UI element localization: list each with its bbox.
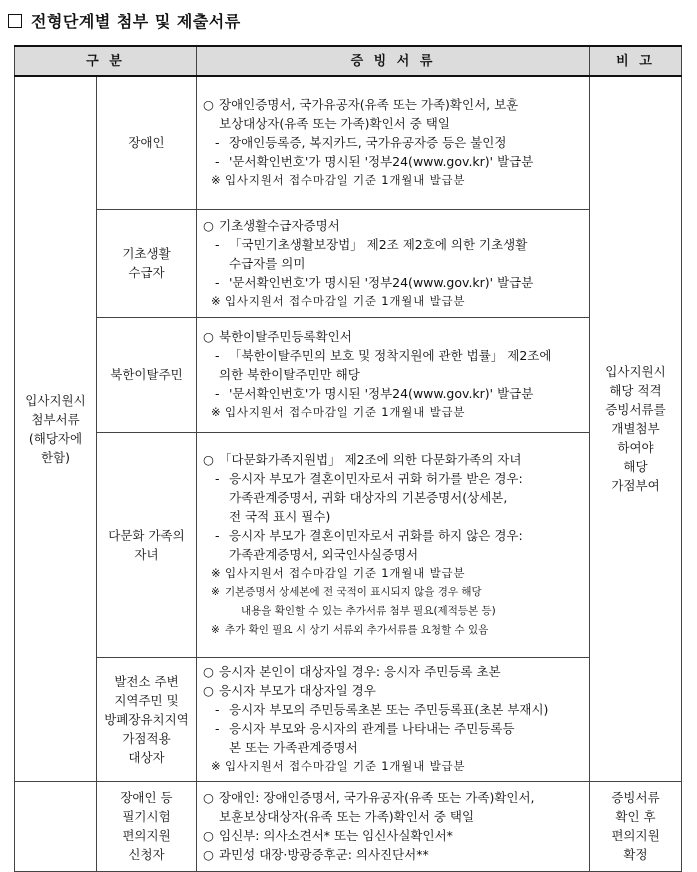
doc-line [203,216,583,235]
documents-cell [197,781,590,871]
doc-text: '문서확인번호'가 명시된 '정부24(www.gov.kr)' 발급분 [229,154,534,170]
note-cell [590,76,682,781]
doc-line [203,807,583,826]
doc-text: 응시자 부모가 결혼이민자로서 귀화 허가를 받은 경우: [229,470,523,486]
subcategory-text: 수급자 [128,265,165,280]
subcategory-cell [97,209,197,317]
bullet-marker: - [215,274,220,290]
table-row [15,317,682,432]
category-cell [15,781,97,871]
doc-text: 보상대상자(유족 또는 가족)확인서 중 택일 [219,116,450,132]
bullet-marker: - [215,721,220,736]
doc-line [203,545,583,564]
doc-text: 「국민기초생활보장법」 제2조 제2호에 의한 기초생활 [229,236,528,252]
subcategory-cell [97,657,197,781]
doc-text: 입사지원서 접수마감일 기준 1개월내 발급분 [225,405,466,419]
subcategory-text: 자녀 [134,546,159,562]
note-text: 개별첨부 [611,421,660,437]
bullet-marker: ○ [203,683,214,698]
category-text: 입사지원시 [25,392,86,408]
subcategory-text: 기초생활 [122,246,171,261]
doc-line [203,171,583,190]
subcategory-text: 다문화 가족의 [108,527,185,543]
documents-cell [197,317,590,432]
subcategory-cell [97,432,197,657]
table-row [15,76,682,209]
doc-text: 추가 확인 필요 시 상기 서류외 추가서류를 요청할 수 있음 [225,623,489,636]
note-text: 가점부여 [611,478,660,494]
subcategory-text: 대상자 [128,749,165,765]
bullet-marker: ※ [211,565,222,580]
bullet-marker: - [215,135,220,151]
table-row [15,657,682,781]
doc-line [203,700,583,719]
bullet-marker: ※ [211,405,222,419]
doc-text: 「북한이탈주민의 보호 및 정착지원에 관한 법률」 제2조에 [229,348,552,363]
note-text: 확정 [623,847,648,862]
note-text: 확인 후 [615,809,656,824]
category-text: 한함) [40,449,71,465]
doc-text: 장애인: 장애인증명서, 국가유공자(유족 또는 가족)확인서, [219,790,535,805]
documents-cell [197,76,590,209]
subcategory-cell [97,317,197,432]
doc-text: 입사지원서 접수마감일 기준 1개월내 발급분 [225,759,466,773]
note-cell [590,781,682,871]
bullet-marker: - [215,154,220,170]
section-title [8,9,241,32]
doc-line [203,365,583,384]
doc-text: 가족관계증명서, 외국인사실증명서 [229,546,419,562]
doc-text: 임신부: 의사소견서* 또는 임신사실확인서* [219,828,453,843]
doc-line [203,681,583,700]
bullet-marker: ○ [203,97,214,113]
doc-text: 본 또는 가족관계증명서 [229,740,358,755]
doc-text: 응시자 부모가 대상자일 경우 [219,683,376,698]
doc-line [203,662,583,681]
doc-line [203,327,583,346]
documents-cell [197,657,590,781]
doc-text: 입사지원서 접수마감일 기준 1개월내 발급분 [225,173,466,188]
bullet-marker: ※ [211,173,222,188]
subcategory-text: 방폐장유치지역 [104,711,189,727]
note-text: 해당 적격 [609,383,662,399]
section-title-text: 전형단계별 첨부 및 제출서류 [31,12,241,31]
doc-text: 기초생활수급자증명서 [219,217,340,233]
documents-table [14,45,682,872]
doc-text: 장애인등록증, 복지카드, 국가유공자증 등은 불인정 [229,135,507,151]
note-text: 하여야 [617,440,654,456]
doc-line [203,564,583,583]
doc-text: '문서확인번호'가 명시된 '정부24(www.gov.kr)' 발급분 [229,274,534,290]
doc-line [203,152,583,171]
bullet-marker: - [215,386,220,401]
note-text: 증빙서류 [611,790,660,805]
table-row [15,432,682,657]
note-text: 증빙서류를 [605,402,666,418]
bullet-marker: - [215,702,220,717]
doc-text: 응시자 부모와 응시자의 관계를 나타내는 주민등록등 [229,721,515,736]
doc-line [203,273,583,292]
doc-line [203,133,583,152]
doc-text: 응시자 본인이 대상자일 경우: 응시자 주민등록 초본 [219,664,501,679]
subcategory-text: 가점적용 [122,730,171,746]
doc-text: 기본증명서 상세본에 전 국적이 표시되지 않을 경우 해당 [225,585,482,598]
header-category: 구 분 [15,46,197,76]
doc-line [203,788,583,807]
documents-cell [197,432,590,657]
subcategory-cell [97,76,197,209]
doc-line [203,346,583,365]
doc-text: 가족관계증명서, 귀화 대상자의 기본증명서(상세본, [229,489,508,505]
doc-line [203,254,583,273]
bullet-marker: - [215,348,220,363]
doc-text: 과민성 대장·방광증후군: 의사진단서** [219,847,429,862]
doc-line [203,602,583,621]
doc-line [203,826,583,845]
doc-text: 전 국적 표시 필수) [229,508,331,524]
note-text: 입사지원시 [605,364,666,380]
bullet-marker: ○ [203,329,214,344]
bullet-marker: ○ [203,451,214,467]
subcategory-text: 필기시험 [122,809,171,824]
doc-line [203,488,583,507]
subcategory-text: 신청자 [128,847,165,862]
doc-text: 의한 북한이탈주민만 해당 [219,367,360,382]
doc-line [203,114,583,133]
doc-text: 내용을 확인할 수 있는 추가서류 첨부 필요(제적등본 등) [241,604,496,617]
bullet-marker: ※ [211,623,220,636]
doc-text: 「다문화가족지원법」 제2조에 의한 다문화가족의 자녀 [219,451,522,467]
subcategory-text: 장애인 등 [120,790,173,805]
bullet-marker: ※ [211,759,222,773]
doc-line [203,738,583,757]
doc-line [203,757,583,776]
bullet-marker: ○ [203,790,214,805]
bullet-marker: ○ [203,217,214,233]
doc-line [203,450,583,469]
bullet-marker: ※ [211,585,220,598]
doc-line [203,469,583,488]
category-text: 첨부서류 [31,411,80,427]
subcategory-text: 편의지원 [122,828,171,843]
bullet-marker: - [215,470,220,486]
doc-text: 입사지원서 접수마감일 기준 1개월내 발급분 [225,565,466,580]
doc-line [203,403,583,422]
doc-line [203,507,583,526]
doc-text: 응시자 부모의 주민등록초본 또는 주민등록표(초본 부재시) [229,702,549,717]
subcategory-text: 발전소 주변 [114,673,179,689]
doc-text: 수급자를 의미 [229,255,306,271]
header-note: 비 고 [590,46,682,76]
subcategory-text: 북한이탈주민 [110,367,183,382]
table-row [15,209,682,317]
bullet-marker: ○ [203,828,214,843]
doc-line [203,95,583,114]
bullet-marker: - [215,236,220,252]
header-documents: 증 빙 서 류 [197,46,590,76]
table-row [15,781,682,871]
doc-text: 장애인증명서, 국가유공자(유족 또는 가족)확인서, 보훈 [219,97,519,113]
documents-cell [197,209,590,317]
doc-line [203,583,583,602]
doc-text: 응시자 부모가 결혼이민자로서 귀화를 하지 않은 경우: [229,527,523,543]
doc-text: 보훈보상대상자(유족 또는 가족)확인서 중 택일 [219,809,475,824]
doc-line [203,621,583,640]
subcategory-cell [97,781,197,871]
subcategory-text: 장애인 [128,135,165,151]
doc-line [203,292,583,311]
doc-line [203,719,583,738]
subcategory-text: 지역주민 및 [114,692,179,708]
doc-line [203,526,583,545]
bullet-marker: ○ [203,847,214,862]
category-cell [15,76,97,781]
doc-line [203,235,583,254]
doc-text: 북한이탈주민등록확인서 [219,329,352,344]
checkbox-square-icon [8,14,22,28]
doc-line [203,384,583,403]
note-text: 편의지원 [611,828,660,843]
category-text: (해당자에 [28,430,83,446]
doc-text: 입사지원서 접수마감일 기준 1개월내 발급분 [225,293,466,308]
doc-line [203,845,583,864]
note-text: 해당 [623,459,648,475]
bullet-marker: - [215,527,220,543]
doc-text: '문서확인번호'가 명시된 '정부24(www.gov.kr)' 발급분 [229,386,534,401]
bullet-marker: ※ [211,293,222,308]
bullet-marker: ○ [203,664,214,679]
